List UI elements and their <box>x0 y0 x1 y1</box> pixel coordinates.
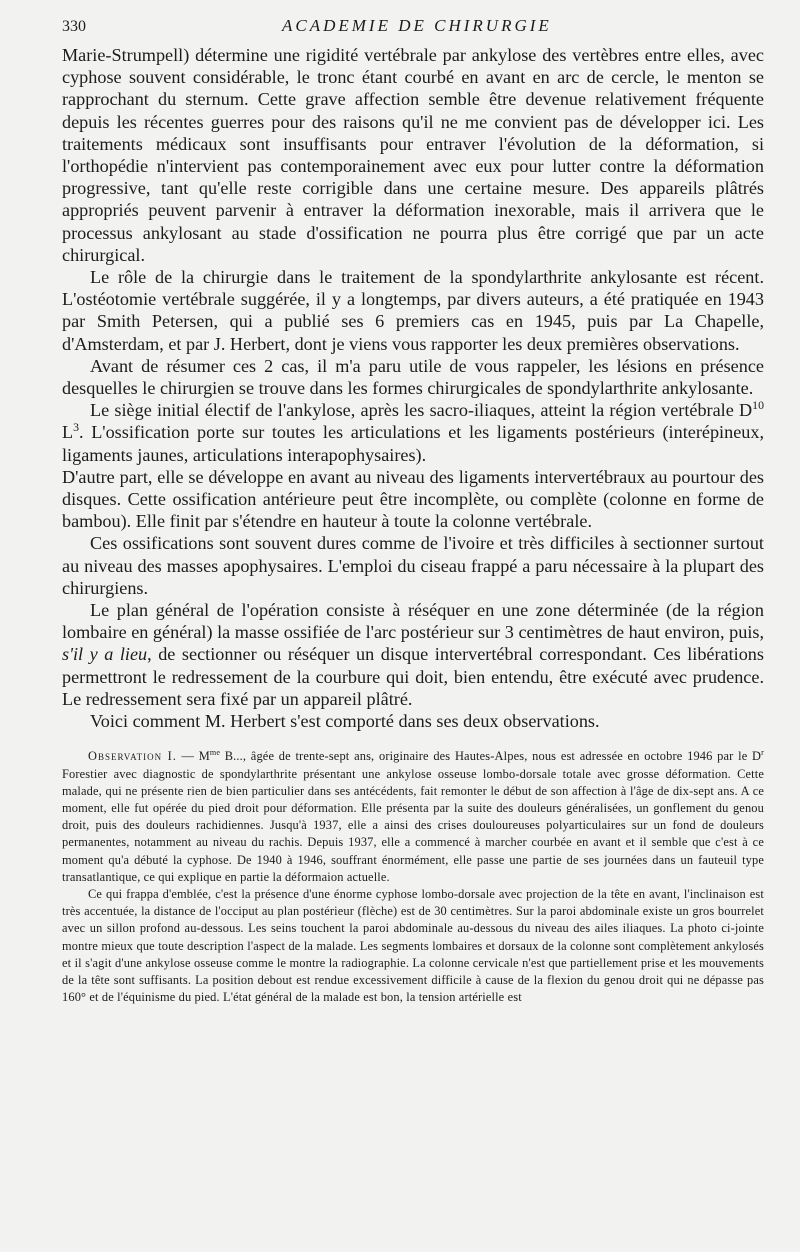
journal-title: ACADEMIE DE CHIRURGIE <box>282 16 552 35</box>
paragraph-operation-plan <box>62 599 764 710</box>
operation-italic-phrase: s'il y a lieu <box>62 644 148 665</box>
observation-me-superscript: me <box>209 748 221 758</box>
paragraph-ossification-hardness: Ces ossifications sont souvent dures comme de l'ivoire et très difficiles à sectionner surtout au niveau des masses apophysaires. L'emploi du ciseau frappé a paru nécessaire à la plupart des chirurgiens. <box>62 533 764 598</box>
observation-paragraph-1 <box>62 748 764 886</box>
paragraph-ankylosis-site <box>62 399 764 466</box>
observation-text-2: Forestier avec diagnostic de spondylarthrite présentant une ankylose osseuse lombo-dorsale totale avec grosse déformation. Cette malade, qui ne présente rien de bien particulier dans ses antécédents, fait remonter le début de son affection à l'âge de dix-sept ans. A ce moment, elle fut opérée du pied droit pour déformation. Elle présenta par la suite des douleurs généralisées, un gonflement du genou droit, puis des douleurs rachidiennes. Jusqu'à 1937, elle a ainsi des crises douloureuses polyarticulaires sur un fond de douleurs permanentes, notamment au niveau du rachis. Depuis 1937, elle a commencé à marcher courbée en avant et il semble que c'est à ce moment qu'a débuté la cyphose. De 1940 à 1946, souffrant énormément, elle passe une partie de ses journées dans un fauteuil type transatlantique, ce qui explique en partie la déformaion actuelle. <box>62 766 764 884</box>
siege-text-a: Le siège initial électif de l'ankylose, après les sacro-iliaques, atteint la région vertébrale D <box>90 400 753 421</box>
operation-text-a: Le plan général de l'opération consiste à réséquer en une zone déterminée (de la région lombaire en général) la masse ossifiée de l'arc postérieur sur 3 centimètres de haut environ, puis, <box>62 600 764 643</box>
paragraph-continued: Marie-Strumpell) détermine une rigidité vertébrale par ankylose des vertèbres entre elles, avec cyphose souvent considérable, le tronc étant courbé en avant en arc de cercle, le menton se rapprochant du sternum. Cette grave affection semble être devenue relativement fréquente depuis les récentes guerres pour des raisons qu'il ne me convient pas de développer ici. Les traitements médicaux sont insuffisants pour entraver l'évolution de la déformation, si l'orthopédie n'intervient pas contemporainement avec eux pour lutter contre la déformation progressive, tant qu'elle reste corrigible dans une certaine mesure. Des appareils plâtrés appropriés peuvent parvenir à entraver la déformation inexorable, mais il arrivera que le processus ankylosant au stade d'ossification ne pourra plus être corrigé que par un acte chirurgical. <box>62 45 764 265</box>
observation-dash: — M <box>176 749 210 764</box>
paragraph-anterior-ossification: D'autre part, elle se développe en avant au niveau des ligaments intervertébraux au pourtour des disques. Cette ossification antérieure peut être incomplète, ou complète (colonne en forme de bambou). Elle finit par s'étendre en hauteur à toute la colonne vertébrale. <box>62 466 764 532</box>
observation-text-1: B..., âgée de trente-sept ans, originaire des Hautes-Alpes, nous est adressée en octobre 1946 par le D <box>220 749 762 764</box>
observation-section <box>62 748 764 1006</box>
observation-paragraph-2: Ce qui frappa d'emblée, c'est la présence d'une énorme cyphose lombo-dorsale avec projection de la tête en avant, l'inclinaison est très accentuée, la distance de l'occiput au plan postérieur (flèche) est de 30 centimètres. Sur la paroi abdominale existe un gros bourrelet avec un sillon profond au-dessous. Les seins touchent la paroi abdominale au-dessous du niveau des ailes iliaques. La photo ci-jointe montre mieux que toute description l'aspect de la malade. Les segments lombaires et dorsaux de la colonne sont complètement ankylosés et il s'agit d'une ankylose osseuse comme le montre la radiographie. La colonne cervicale n'est que partiellement prise et les mouvements de la tête sont suffisants. La position debout est rendue excessivement difficile à cause de la flexion du genou droit qui ne dépasse pas 160° et de l'équinisme du pied. L'état général de la malade est bon, la tension artérielle est <box>62 886 764 1005</box>
main-text <box>62 44 764 732</box>
paragraph-summary-intro: Avant de résumer ces 2 cas, il m'a paru utile de vous rappeler, les lésions en présence desquelles le chirurgien se trouve dans les formes chirurgicales de spondylarthrite ankylosante. <box>62 355 764 399</box>
paragraph-observations-intro: Voici comment M. Herbert s'est comporté dans ses deux observations. <box>90 711 600 732</box>
page-number: 330 <box>62 18 86 35</box>
running-head <box>62 14 764 44</box>
operation-text-b: , de sectionner ou réséquer un disque intervertébral correspondant. Ces libérations permettront le redressement de la courbure qui doit, bien entendu, être exécuté avec prudence. Le redressement sera fixé par un appareil plâtré. <box>62 644 764 709</box>
siege-text-b: L <box>62 422 74 443</box>
siege-l-superscript: 3 <box>73 420 80 435</box>
observation-dr-superscript: r <box>761 748 764 758</box>
paragraph-surgery-role: Le rôle de la chirurgie dans le traitement de la spondylarthrite ankylosante est récent. L'ostéotomie vertébrale suggérée, il y a longtemps, par divers auteurs, a été pratiquée en 1943 par Smith Petersen, qui a publié ses 6 premiers cas en 1945, puis par La Chapelle, d'Amsterdam, et par J. Herbert, dont je viens vous rapporter les deux premières observations. <box>62 267 764 354</box>
siege-text-c: . L'ossification porte sur toutes les articulations et les ligaments postérieurs (interépineux, ligaments jaunes, articulations interapophysaires). <box>62 422 764 465</box>
siege-d-superscript: 10 <box>752 398 764 413</box>
observation-label: Observation I. <box>88 749 177 764</box>
